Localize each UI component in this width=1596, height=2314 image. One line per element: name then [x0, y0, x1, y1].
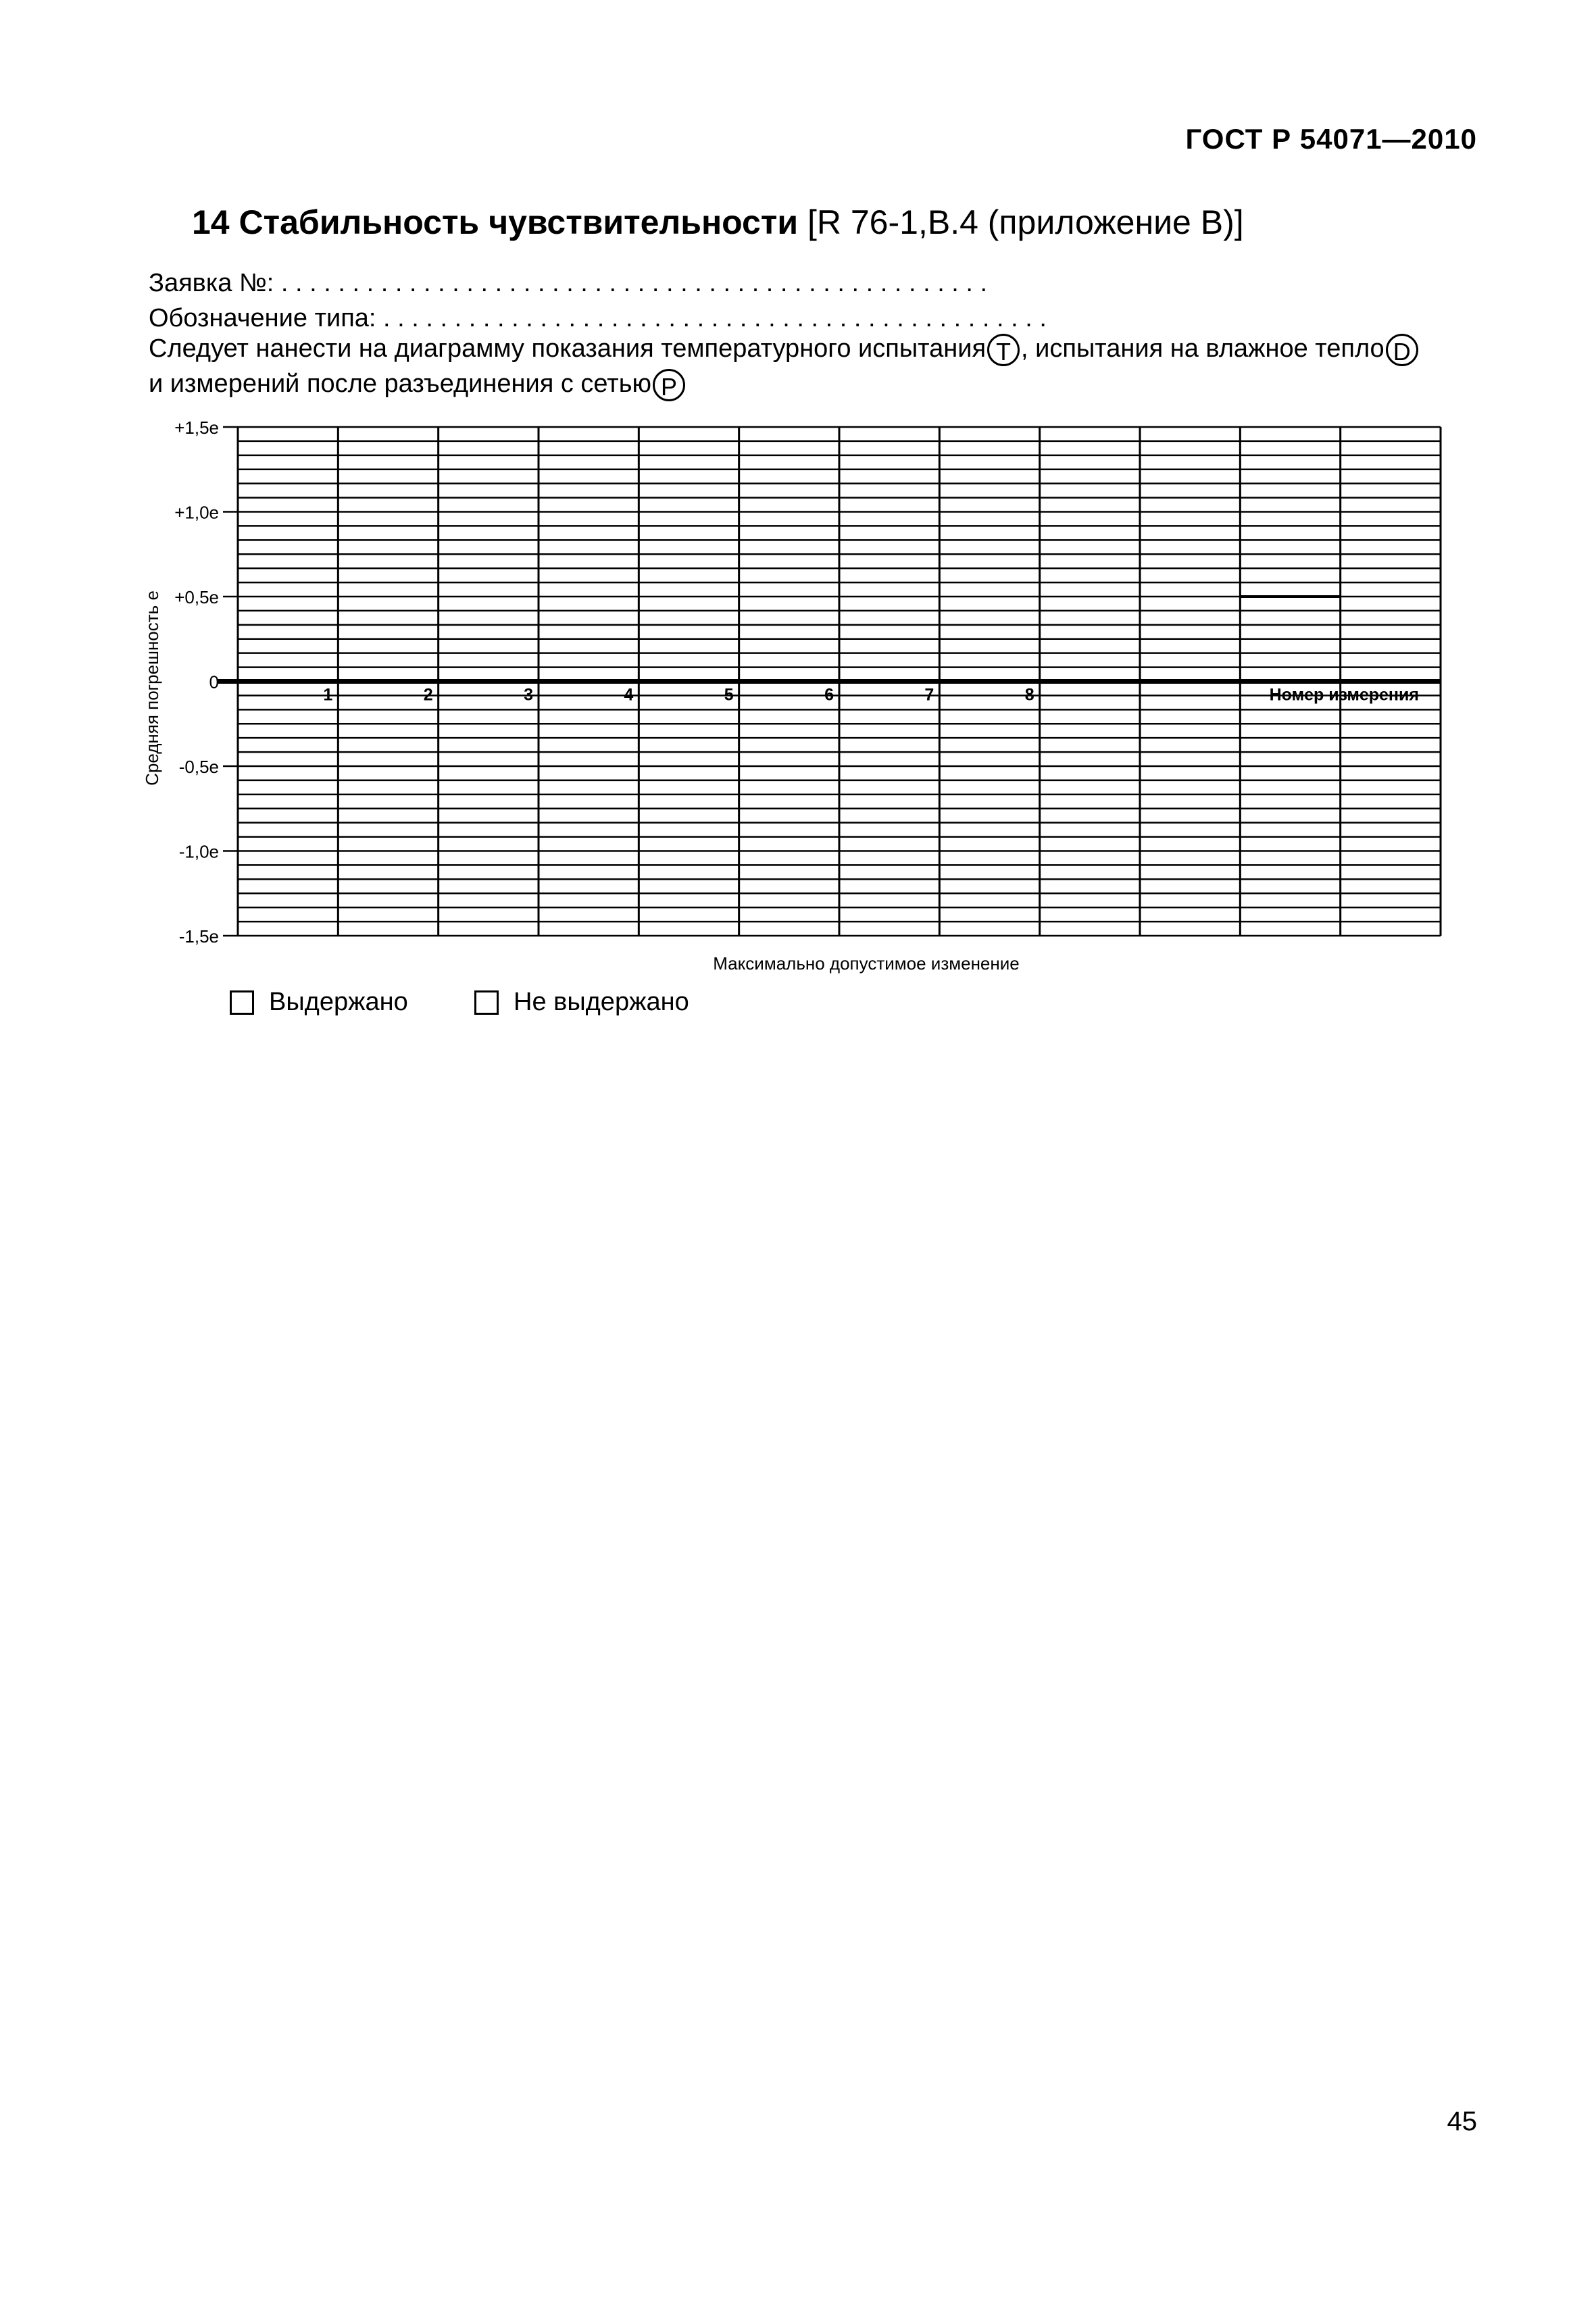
type-dots: . . . . . . . . . . . . . . . . . . . . . . . . . . . . . . . . . . . . . . . . . . . . . . . [383, 304, 1047, 332]
instruction-text-1: Следует нанести на диаграмму показания температурного испытания [149, 334, 987, 363]
x-category-label: 6 [824, 685, 834, 705]
y-axis-title: Средняя погрешность е [142, 590, 162, 786]
section-number: 14 [192, 203, 230, 241]
type-label: Обозначение типа: [149, 304, 376, 332]
x-category-label: 5 [724, 685, 734, 705]
failed-checkbox-box[interactable] [474, 990, 499, 1015]
y-tick-label: +1,0е [174, 502, 219, 523]
application-label: Заявка №: [149, 269, 274, 297]
instruction-text-2: , испытания на влажное тепло [1021, 334, 1385, 363]
section-title-bold: Стабильность чувствительности [239, 203, 799, 241]
application-dots: . . . . . . . . . . . . . . . . . . . . . . . . . . . . . . . . . . . . . . . . . . . . . . . . . . [280, 269, 988, 297]
symbol-p: P [653, 369, 685, 401]
instruction-text-3: и измерений после разъединения с сетью [149, 370, 652, 399]
x-category-label: 2 [423, 685, 433, 705]
y-tick-label: +0,5е [174, 587, 219, 607]
y-tick-label: -1,0е [178, 841, 219, 862]
y-tick-label: +1,5е [174, 418, 219, 438]
x-category-label: 7 [924, 685, 934, 705]
section-reference: [R 76-1,В.4 (приложение В)] [807, 203, 1244, 241]
passed-checkbox[interactable] [230, 988, 408, 1017]
x-axis-title: Номер измерения [1269, 685, 1419, 705]
symbol-d: D [1386, 334, 1418, 366]
x-category-label: 1 [323, 685, 333, 705]
limit-caption: Максимально допустимое изменение [713, 953, 1020, 974]
x-category-label: 4 [624, 685, 634, 705]
passed-label: Выдержано [269, 988, 408, 1016]
failed-checkbox[interactable] [474, 988, 689, 1017]
x-category-label: 8 [1024, 685, 1034, 705]
passed-checkbox-box[interactable] [230, 990, 254, 1015]
page-number: 45 [1447, 2107, 1477, 2136]
y-tick-label: -0,5е [178, 757, 219, 777]
x-category-label: 3 [524, 685, 533, 705]
failed-label: Не выдержано [514, 988, 689, 1016]
document-standard-number: ГОСТ Р 54071—2010 [1185, 123, 1477, 155]
symbol-t: T [987, 334, 1020, 366]
y-tick-label: -1,5е [178, 926, 219, 947]
y-tick-label: 0 [209, 672, 219, 693]
